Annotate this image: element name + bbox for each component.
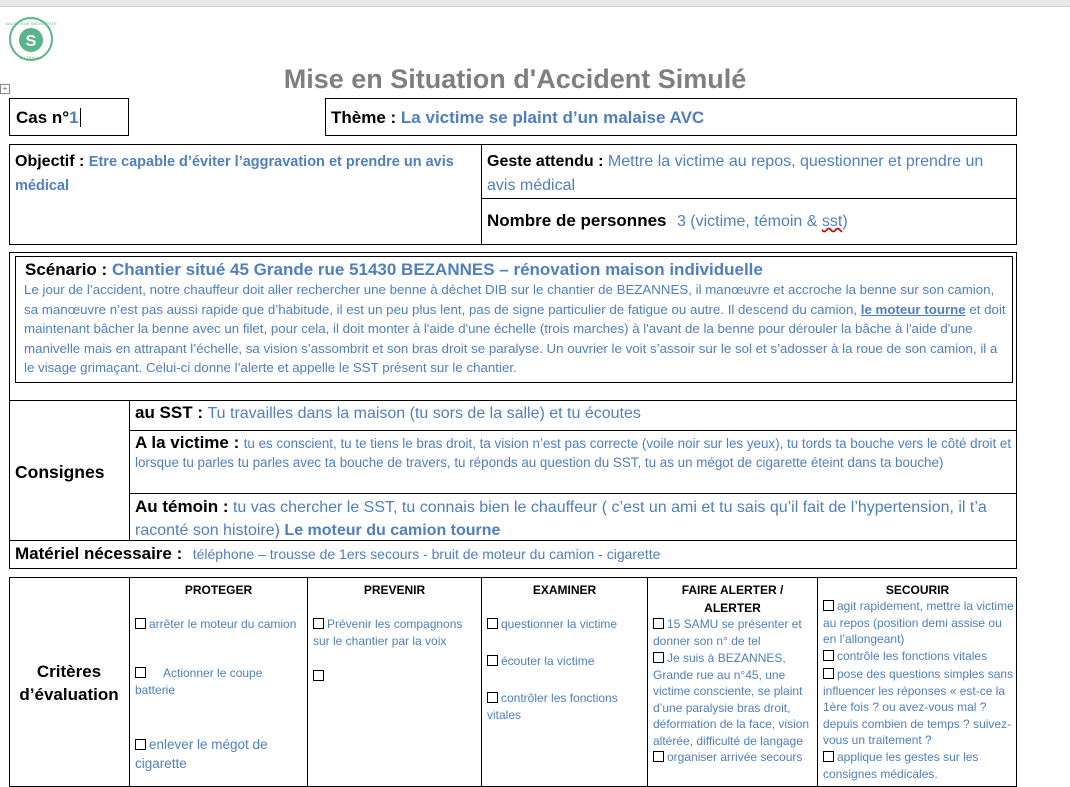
scenario-text: Le jour de l’accident, notre chauffeur doit aller rechercher une benne à déchet DIB sur le chantier de BEZANNES, il manœuvre et accroche la benne sur son camion, sa manœuvre n’est pas aussi rapide que d’habitude, il est un peu plus lent, pas de signe particulier de fatigue ou autre. Il descend du camion, — [24, 282, 995, 317]
objectif-label: Objectif : — [15, 153, 85, 170]
objectif-cell[interactable] — [15, 150, 478, 198]
checkbox-icon[interactable] — [313, 618, 324, 629]
criteria-item[interactable]: arrêter le moteur du camion — [135, 616, 303, 633]
sst-logo — [5, 16, 57, 62]
checkbox-icon[interactable] — [487, 655, 498, 666]
nombre-label: Nombre de personnes — [487, 211, 667, 230]
page-title: Mise en Situation d'Accident Simulé — [283, 64, 747, 94]
consigne-sst[interactable] — [135, 403, 1013, 423]
checkbox-icon[interactable] — [653, 751, 664, 762]
checkbox-icon[interactable] — [135, 739, 146, 750]
cas-label: Cas n° — [16, 108, 70, 127]
scenario-text-end: et doit maintenant bâcher la benne avec un filet, pour cela, il doit monter à l'aide d'une échelle (trois marches) à l'avant de la benne pour dérouler la bâche à l'aide d'une manivelle mais en attrapant l’échelle, sa vision s’assombrit et son bras droit se paralyse. Un ouvrier le voit s’assoir sur le sol et s’adosser à la roue de son camion, il a le visage grimaçant. Celui-ci donne l’alerte et appelle le SST présent sur le chantier. — [24, 301, 1006, 375]
materiel-value: téléphone – trousse de 1ers secours - bruit de moteur du camion - cigarette — [192, 546, 661, 562]
criteria-column-prevenir — [308, 581, 481, 599]
checkbox-icon[interactable] — [823, 600, 834, 611]
window-top-bar — [0, 0, 1070, 7]
scenario-emphasis: le moteur tourne — [860, 301, 966, 317]
materiel-cell[interactable] — [15, 544, 1010, 564]
criteria-header-alerter: FAIRE ALERTER / ALERTER — [681, 583, 784, 615]
materiel-label: Matériel nécessaire : — [15, 544, 183, 563]
consigne-temoin-emphasis: Le moteur du camion tourne — [284, 522, 501, 539]
cas-number[interactable]: 1 — [69, 108, 79, 127]
scenario-heading: Chantier situé 45 Grande rue 51430 BEZANNES – rénovation maison individuelle — [111, 260, 763, 279]
criteria-item[interactable]: agit rapidement, mettre la victime au repos (position demi assise ou en l’allongeant) — [823, 599, 1014, 646]
nombre-cell[interactable]: Nombre de personnes 3 (victime, témoin & sst) — [487, 211, 848, 230]
criteria-item[interactable]: pose des questions simples sans influencer les réponses « est-ce la 1ère fois ? ou avez-vous mal ? depuis combien de temps ? suivez-vous un traitement ? — [823, 667, 1014, 747]
criteria-item[interactable]: Je suis à BEZANNES, Grande rue au n°45, une victime consciente, se plaint d’une paralysie bras droit, déformation de la face, vision altérée, difficulté de langage — [653, 651, 810, 748]
criteria-item[interactable]: contrôler les fonctions vitales — [487, 691, 618, 722]
criteria-column-examiner — [482, 581, 647, 599]
criteria-column-proteger — [130, 581, 307, 599]
criteres-label: Critères d’évaluation — [19, 662, 119, 704]
criteria-item[interactable]: écouter la victime — [487, 653, 645, 670]
objectif-value: Etre capable d’éviter l’aggravation et prendre un avis médical — [15, 154, 454, 194]
theme-value: La victime se plaint d’un malaise AVC — [400, 108, 705, 127]
checkbox-icon[interactable] — [653, 618, 664, 629]
geste-label: Geste attendu : — [487, 153, 604, 170]
criteria-header-prevenir: PREVENIR — [363, 583, 426, 597]
checkbox-icon[interactable] — [135, 667, 146, 678]
criteria-item[interactable]: Actionner le coupe batterie — [135, 666, 263, 697]
nombre-sst: sst — [821, 213, 843, 230]
consigne-temoin-text: tu vas chercher le SST, tu connais bien le chauffeur ( c’est un ami et tu sais qu’il fait de l’hypertension, il t’a raconté son histoire) — [135, 499, 987, 539]
consigne-victime-label: A la victime : — [135, 433, 240, 452]
checkbox-icon[interactable] — [823, 668, 834, 679]
checkbox-icon[interactable] — [823, 650, 834, 661]
checkbox-icon[interactable] — [313, 670, 324, 681]
consigne-victime-text: tu es conscient, tu te tiens le bras droit, ta vision n’est pas correcte (voile noir sur les yeux), tu tords ta bouche vers le côté droit et lorsque tu parles tu parles avec ta bouche de travers, tu réponds au question du SST, tu as un mégot de cigarette éteint dans ta bouche) — [135, 436, 1012, 470]
theme-cell[interactable] — [325, 98, 1017, 136]
scenario-label: Scénario : — [25, 260, 108, 279]
criteria-header-secourir: SECOURIR — [885, 583, 950, 597]
consigne-victime[interactable] — [135, 433, 1015, 472]
checkbox-icon[interactable] — [823, 751, 834, 762]
table-move-handle-icon[interactable]: + — [0, 84, 10, 94]
criteria-column-secourir — [818, 581, 1017, 599]
scenario-cell[interactable] — [25, 260, 1010, 378]
criteria-header-examiner: EXAMINER — [532, 583, 597, 597]
checkbox-icon[interactable] — [653, 652, 664, 663]
criteria-item[interactable]: 15 SAMU se présenter et donner son n° de tel — [653, 617, 802, 648]
svg-text:SAUVETEUR SECOURISTE: SAUVETEUR SECOURISTE — [5, 21, 57, 26]
criteria-column-alerter — [648, 581, 817, 617]
consigne-temoin[interactable] — [135, 495, 1015, 542]
svg-text:DU TRAVAIL: DU TRAVAIL — [19, 55, 43, 60]
criteria-item[interactable]: organiser arrivée secours — [653, 749, 815, 766]
nombre-value: 3 (victime, témoin & — [676, 213, 822, 230]
checkbox-icon[interactable] — [487, 618, 498, 629]
checkbox-icon[interactable] — [135, 618, 146, 629]
criteria-item[interactable] — [313, 669, 478, 683]
criteria-item[interactable]: questionner la victime — [487, 616, 645, 633]
cas-cell[interactable] — [9, 98, 129, 136]
criteria-header-proteger: PROTEGER — [184, 583, 253, 597]
criteria-item[interactable]: applique les gestes sur les consignes médicales. — [823, 750, 979, 781]
theme-label: Thème : — [331, 108, 397, 127]
criteria-item[interactable]: enlever le mégot de cigarette — [135, 737, 268, 771]
consigne-sst-text: Tu travailles dans la maison (tu sors de la salle) et tu écoutes — [207, 405, 641, 422]
criteria-item[interactable]: Prévenir les compagnons sur le chantier par la voix — [313, 617, 463, 648]
consigne-sst-label: au SST : — [135, 403, 204, 422]
consignes-label: Consignes — [15, 462, 105, 482]
svg-text:S: S — [25, 33, 37, 50]
geste-cell[interactable] — [487, 150, 1012, 198]
checkbox-icon[interactable] — [487, 692, 498, 703]
consigne-temoin-label: Au témoin : — [135, 497, 229, 516]
criteria-item[interactable]: contrôle les fonctions vitales — [823, 648, 1015, 665]
geste-value: Mettre la victime au repos, questionner et prendre un avis médical — [487, 153, 984, 194]
